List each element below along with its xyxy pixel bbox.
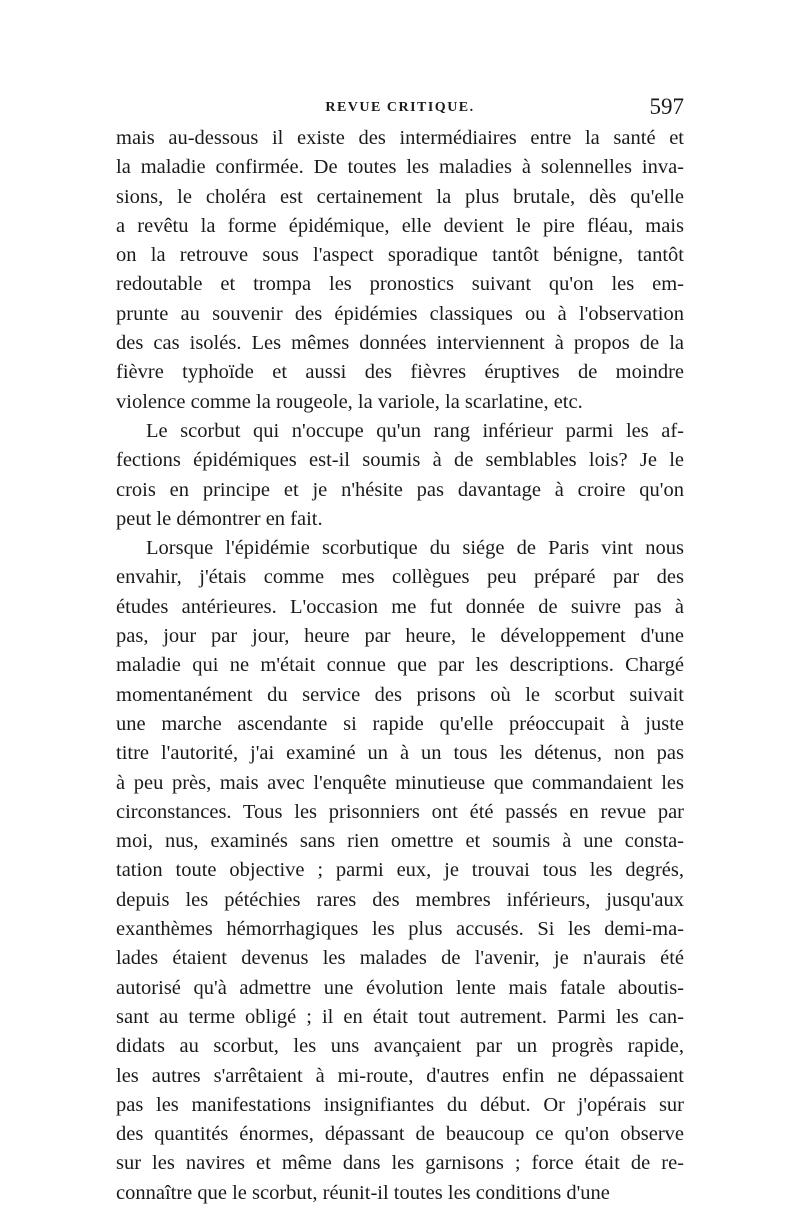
text-line: les autres s'arrêtaient à mi-route, d'autres enfin ne dépassaient xyxy=(116,1064,684,1087)
text-line: violence comme la rougeole, la variole, la scarlatine, etc. xyxy=(116,390,583,413)
running-head: REVUE CRITIQUE. xyxy=(325,100,475,115)
text-line: la maladie confirmée. De toutes les maladies à solennelles inva- xyxy=(116,156,684,179)
text-line: sions, le choléra est certainement la plus brutale, dès qu'elle xyxy=(116,185,684,208)
text-line: des cas isolés. Les mêmes données interviennent à propos de la xyxy=(116,332,684,355)
text-line: à peu près, mais avec l'enquête minutieuse que commandaient les xyxy=(116,771,684,794)
text-line: peut le démontrer en fait. xyxy=(116,507,323,530)
text-line: connaître que le scorbut, réunit-il toutes les conditions d'une xyxy=(116,1181,610,1204)
text-line: sur les navires et même dans les garnisons ; force était de re- xyxy=(116,1152,684,1175)
text-line: depuis les pétéchies rares des membres inférieurs, jusqu'aux xyxy=(116,888,684,911)
text-line: maladie qui ne m'était connue que par les descriptions. Chargé xyxy=(116,654,684,677)
paragraph xyxy=(116,417,684,534)
text-line: pas, jour par jour, heure par heure, le développement d'une xyxy=(116,625,684,648)
text-line: crois en principe et je n'hésite pas davantage à croire qu'on xyxy=(116,478,684,501)
text-line: sant au terme obligé ; il en était tout autrement. Parmi les can- xyxy=(116,1005,684,1028)
page-header xyxy=(116,96,684,124)
text-line: tation toute objective ; parmi eux, je trouvai tous les degrés, xyxy=(116,859,684,882)
text-line: moi, nus, examinés sans rien omettre et soumis à une consta- xyxy=(116,830,684,853)
text-line: Le scorbut qui n'occupe qu'un rang inférieur parmi les af- xyxy=(146,419,684,442)
text-line: a revêtu la forme épidémique, elle devient le pire fléau, mais xyxy=(116,214,684,237)
body-text xyxy=(116,124,684,1208)
text-line: envahir, j'étais comme mes collègues peu préparé par des xyxy=(116,566,684,589)
text-line: pas les manifestations insignifiantes du début. Or j'opérais sur xyxy=(116,1093,684,1116)
text-line: une marche ascendante si rapide qu'elle préoccupait à juste xyxy=(116,712,684,735)
text-line: circonstances. Tous les prisonniers ont été passés en revue par xyxy=(116,800,684,823)
text-line: lades étaient devenus les malades de l'avenir, je n'aurais été xyxy=(116,947,684,970)
text-line: Lorsque l'épidémie scorbutique du siége de Paris vint nous xyxy=(146,537,684,560)
text-line: momentanément du service des prisons où le scorbut suivait xyxy=(116,683,684,706)
text-line: autorisé qu'à admettre une évolution lente mais fatale aboutis- xyxy=(116,976,684,999)
text-line: on la retrouve sous l'aspect sporadique tantôt bénigne, tantôt xyxy=(116,244,684,267)
text-line: mais au-dessous il existe des intermédiaires entre la santé et xyxy=(116,127,684,149)
text-line: fections épidémiques est-il soumis à de semblables lois? Je le xyxy=(116,449,684,472)
paragraph xyxy=(116,534,684,1208)
text-line: prunte au souvenir des épidémies classiques ou à l'observation xyxy=(116,302,684,325)
text-line: fièvre typhoïde et aussi des fièvres éruptives de moindre xyxy=(116,361,684,384)
paragraph xyxy=(116,124,684,417)
page-number: 597 xyxy=(649,94,684,119)
text-line: des quantités énormes, dépassant de beaucoup ce qu'on observe xyxy=(116,1123,684,1146)
text-line: titre l'autorité, j'ai examiné un à un tous les détenus, non pas xyxy=(116,742,684,765)
text-line: études antérieures. L'occasion me fut donnée de suivre pas à xyxy=(116,595,684,618)
text-line: didats au scorbut, les uns avançaient par un progrès rapide, xyxy=(116,1035,684,1058)
text-line: exanthèmes hémorrhagiques les plus accusés. Si les demi-ma- xyxy=(116,918,684,941)
text-line: redoutable et trompa les pronostics suivant qu'on les em- xyxy=(116,273,684,296)
